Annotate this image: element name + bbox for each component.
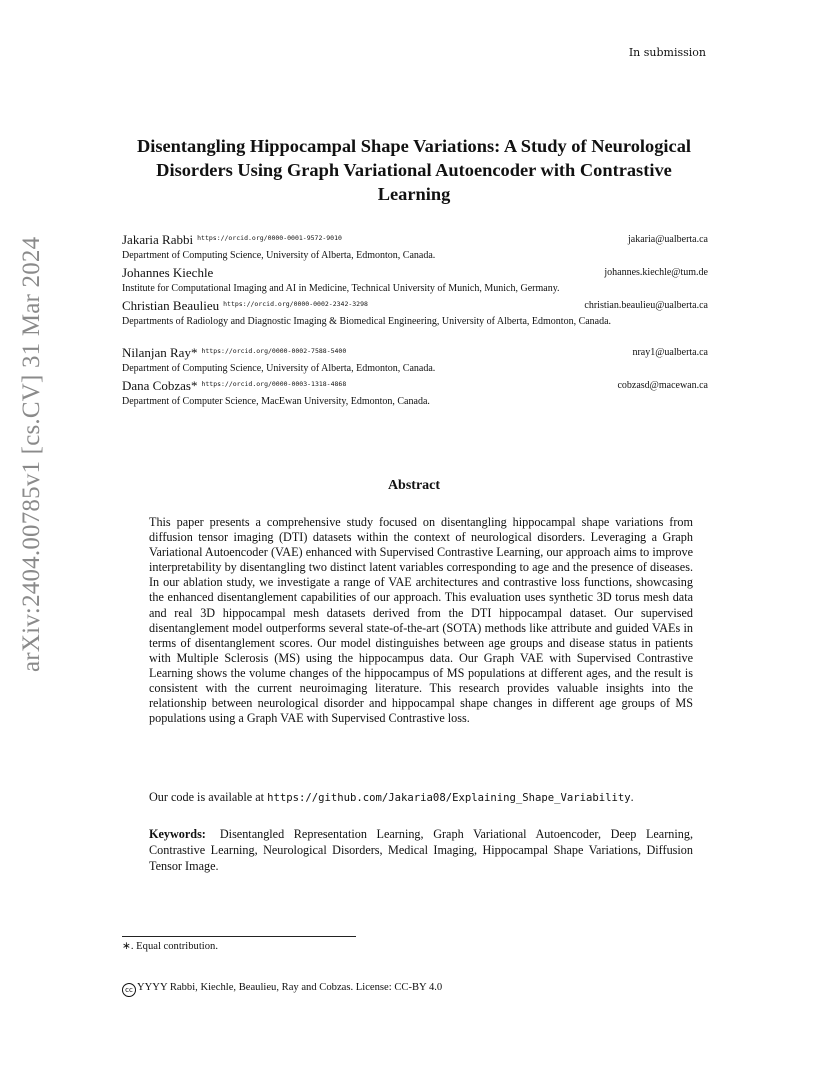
author-block-5 xyxy=(122,378,708,408)
footnote: ∗. Equal contribution. xyxy=(122,941,218,952)
arxiv-stamp: arXiv:2404.00785v1 [cs.CV] 31 Mar 2024 xyxy=(18,236,45,672)
author-affiliation: Institute for Computational Imaging and AI in Medicine, Technical University of Munich, Munich, Germany. xyxy=(122,283,560,294)
author-name: Johannes Kiechle xyxy=(122,265,214,280)
author-affiliation: Department of Computing Science, University of Alberta, Edmonton, Canada. xyxy=(122,250,436,261)
author-email[interactable]: johannes.kiechle@tum.de xyxy=(604,267,708,278)
code-url-link[interactable]: https://github.com/Jakaria08/Explaining_Shape_Variability xyxy=(267,792,631,804)
orcid-link[interactable]: https://orcid.org/0000-0002-2342-3298 xyxy=(223,300,368,308)
author-email[interactable]: cobzasd@macewan.ca xyxy=(617,380,708,391)
orcid-link[interactable]: https://orcid.org/0000-0003-1318-4868 xyxy=(201,380,347,388)
author-email[interactable]: christian.beaulieu@ualberta.ca xyxy=(584,300,708,311)
code-prefix: Our code is available at xyxy=(149,790,268,804)
author-affiliation: Department of Computing Science, University of Alberta, Edmonton, Canada. xyxy=(122,363,436,374)
author-affiliation: Department of Computer Science, MacEwan University, Edmonton, Canada. xyxy=(122,396,430,407)
abstract-heading: Abstract xyxy=(387,478,441,493)
keywords xyxy=(149,826,693,874)
orcid-link[interactable]: https://orcid.org/0000-0001-9572-9010 xyxy=(197,234,342,242)
footnote-rule xyxy=(122,936,356,937)
author-email[interactable]: nray1@ualberta.ca xyxy=(632,347,708,358)
submission-note: In submission xyxy=(628,46,706,59)
keywords-list: Disentangled Representation Learning, Graph Variational Autoencoder, Deep Learning, Contrastive Learning, Neurological Disorders, Medical Imaging, Hippocampal Shape Variations, Diffusion Tensor Image. xyxy=(149,827,693,873)
code-suffix: . xyxy=(630,790,634,804)
author-block-3 xyxy=(122,298,708,328)
author-email[interactable]: jakaria@ualberta.ca xyxy=(628,234,708,245)
author-block-2 xyxy=(122,265,708,295)
paper-title: Disentangling Hippocampal Shape Variations: A Study of Neurological Disorders Using Graph Variational Autoencoder with Contrastive Learning xyxy=(136,136,692,204)
author-name: Nilanjan Ray* xyxy=(122,345,198,360)
author-affiliation: Departments of Radiology and Diagnostic Imaging & Biomedical Engineering, University of Alberta, Edmonton, Canada. xyxy=(122,316,612,327)
author-block-1 xyxy=(122,232,708,262)
copyright-icon: cc xyxy=(122,983,136,997)
license-text: YYYY Rabbi, Kiechle, Beaulieu, Ray and Cobzas. License: CC-BY 4.0 xyxy=(137,982,443,993)
author-name: Jakaria Rabbi xyxy=(122,232,194,247)
orcid-link[interactable]: https://orcid.org/0000-0002-7588-5400 xyxy=(201,347,347,355)
author-block-4 xyxy=(122,345,708,375)
license-line xyxy=(122,982,442,997)
abstract-text: This paper presents a comprehensive study focused on disentangling hippocampal shape variations from diffusion tensor imaging (DTI) datasets within the context of neurological disorders. Leveraging a Graph Variational Autoencoder (VAE) enhanced with Supervised Contrastive Learning, our approach aims to improve interpretability by disentangling two distinct latent variables corresponding to age and the presence of diseases. In our ablation study, we investigate a range of VAE architectures and contrastive loss functions, showcasing the enhanced disentanglement capabilities of our approach. This evaluation uses synthetic 3D torus mesh data and real 3D hippocampal mesh datasets derived from the DTI hippocampal dataset. Our supervised disentanglement model outperforms several state-of-the-art (SOTA) methods like attribute and guided VAEs in terms of disentanglement scores. Our model distinguishes between age groups and disease status in patients with Multiple Sclerosis (MS) using the hippocampus data. Our Graph VAE with Supervised Contrastive Learning shows the volume changes of the hippocampus of MS populations at different ages, and the result is consistent with the current neuroimaging literature. This research provides valuable insights into the relationship between neurological disorder and hippocampal shape changes in different age groups of MS populations using a Graph VAE with Supervised Contrastive loss. xyxy=(149,515,693,726)
author-name: Christian Beaulieu xyxy=(122,298,220,313)
author-name: Dana Cobzas* xyxy=(122,378,198,393)
code-availability xyxy=(149,790,634,805)
keywords-label: Keywords: xyxy=(149,827,206,841)
